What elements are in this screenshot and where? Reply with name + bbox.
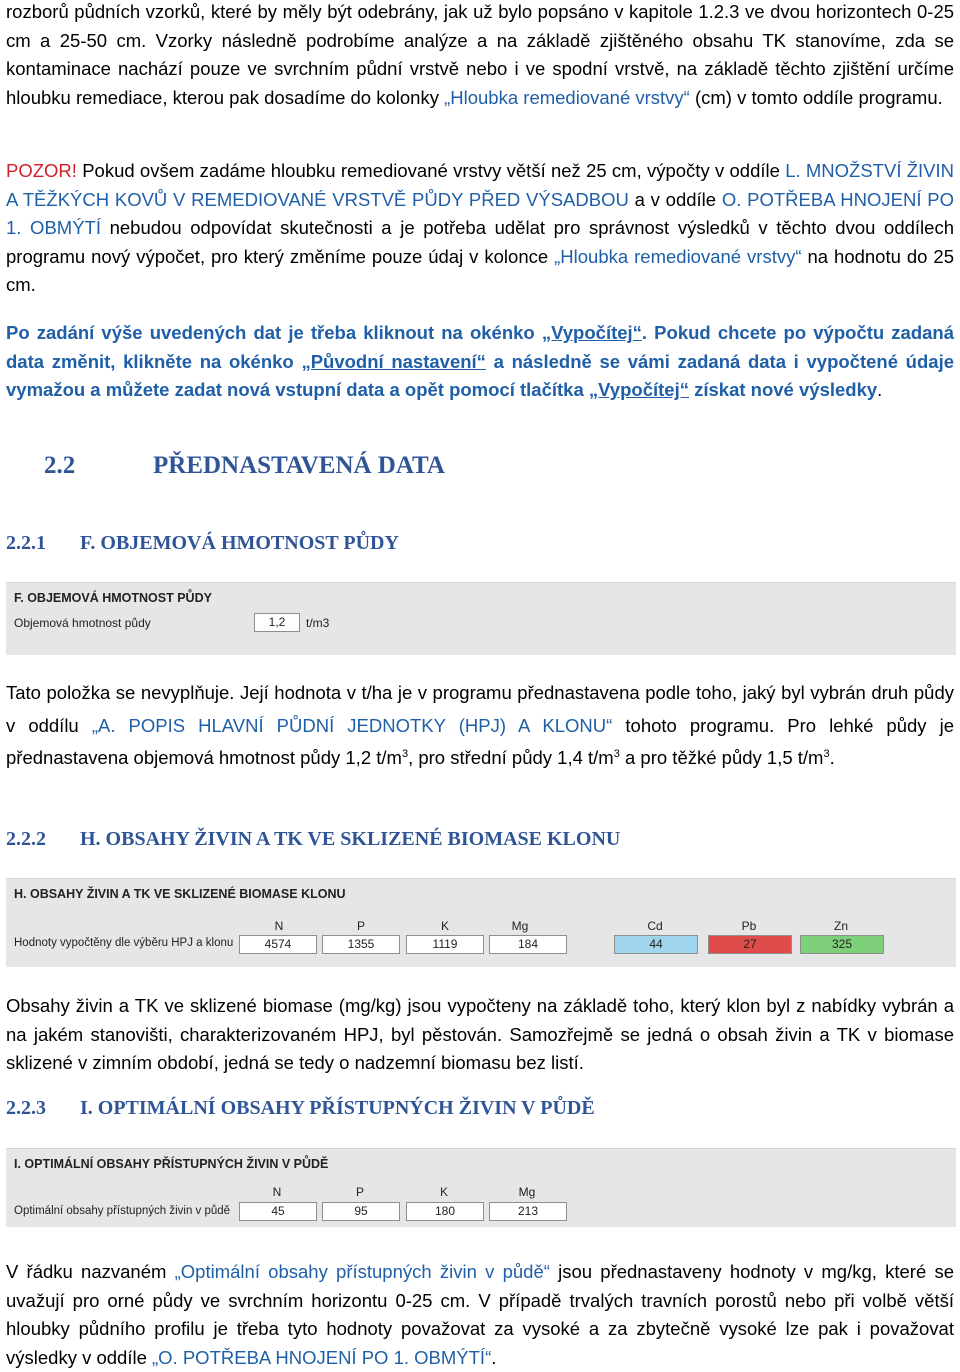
text: V řádku nazvaném	[6, 1261, 167, 1282]
column-header: Mg	[518, 1185, 536, 1199]
text: Po zadání výše uvedených dat je třeba kliknout na okénko	[6, 322, 535, 343]
warning-label: POZOR!	[6, 160, 77, 181]
biomass-paragraph	[6, 992, 954, 1078]
text: a v oddíle	[634, 188, 717, 210]
column-header: K	[440, 919, 449, 933]
value-zn: 325	[800, 935, 884, 954]
column-header: N	[274, 919, 284, 933]
section-number: 2.2	[44, 452, 76, 479]
field-label: Objemová hmotnost půdy	[14, 616, 151, 630]
section-reference: O. POTŘEBA HNOJENÍ PO 1. OBMÝTÍ	[6, 188, 954, 238]
subsection-number: 2.2.2	[6, 828, 46, 850]
text: .	[877, 379, 883, 400]
value-cd: 44	[614, 935, 698, 954]
panel-title: I. OPTIMÁLNÍ OBSAHY PŘÍSTUPNÝCH ŽIVIN V PŮDĚ	[14, 1157, 329, 1171]
intro-paragraph	[6, 0, 954, 112]
warning-paragraph	[6, 157, 954, 300]
panel-biomass-content	[6, 878, 956, 967]
column-header: Mg	[511, 919, 529, 933]
subsection-title: I. OPTIMÁLNÍ OBSAHY PŘÍSTUPNÝCH ŽIVIN V PŮDĚ	[80, 1097, 595, 1119]
text: tohoto programu. Pro lehké půdy je přednastavena objemová hmotnost půdy 1,2 t/m	[6, 714, 955, 768]
row-label: Hodnoty vypočtěny dle výběru HPJ a klonu	[14, 937, 234, 949]
value-n: 45	[239, 1202, 317, 1221]
row-label: Optimální obsahy přístupných živin v půdě	[14, 1205, 231, 1217]
value-p: 1355	[322, 935, 400, 954]
subsection-heading	[6, 1097, 595, 1120]
superscript: 3	[823, 747, 830, 760]
reset-button-reference: „Původní nastavení“	[301, 350, 486, 372]
unit-label: t/m3	[306, 616, 330, 630]
value-mg: 184	[489, 935, 567, 954]
panel-title: F. OBJEMOVÁ HMOTNOST PŮDY	[14, 591, 212, 605]
text: jsou přednastaveny hodnoty v mg/kg, které se uvažují pro orné půdy ve svrchním horizontu 0-25 cm. V případě trvalých travních porostů nebo při volbě větší hloubky půdního profilu je třeba tyto hodnoty považovat za vysoké a za zbytečně vysoké lze pak i považovat výsledky v oddíle	[6, 1261, 954, 1368]
text: .	[829, 747, 835, 768]
field-reference: „Optimální obsahy přístupných živin v půdě“	[174, 1261, 550, 1282]
field-reference: remediované vrstvy“	[523, 86, 690, 108]
text: .	[491, 1346, 497, 1368]
section-title: PŘEDNASTAVENÁ DATA	[153, 452, 445, 479]
value-pb: 27	[708, 935, 792, 954]
value-n: 4574	[239, 935, 317, 954]
section-heading	[44, 452, 445, 480]
text: na základě těchto zjištění určíme hloubku remediace, kterou pak dosadíme do kolonky	[6, 58, 954, 108]
panel-optimal-nutrients	[6, 1148, 956, 1227]
subsection-number: 2.2.3	[6, 1097, 46, 1119]
text: získat nové výsledky	[694, 379, 878, 400]
subsection-number: 2.2.1	[6, 532, 46, 554]
superscript: 3	[613, 747, 620, 760]
subsection-heading	[6, 532, 399, 555]
value-p: 95	[322, 1202, 400, 1221]
text: Pokud ovšem zadáme hloubku remediované vrstvy větší než 25 cm, výpočty v oddíle	[82, 160, 780, 181]
text: horizontech 0-25 cm a 25-50 cm. Vzorky následně podrobíme analýze a na základě zjištěného obsahu	[6, 1, 955, 51]
bulk-density-paragraph	[6, 677, 954, 775]
panel-bulk-density	[6, 582, 956, 655]
section-reference: „A. POPIS HLAVNÍ PŮDNÍ JEDNOTKY (HPJ) A KLONU“	[91, 714, 613, 736]
text: . Pokud chcete po výpočtu zadaná data změnit, klikněte na okénko	[6, 322, 955, 372]
column-header: P	[355, 1185, 364, 1199]
column-header: P	[356, 919, 365, 933]
text: a následně se vámi zadaná data i vypočtené údaje vymažou a můžete zadat nová vstupní data a opět pomocí tlačítka	[6, 350, 955, 400]
optimal-nutrients-paragraph	[6, 1258, 954, 1372]
bulk-density-value: 1,2	[254, 613, 300, 632]
field-reference: „Hloubka	[444, 86, 519, 108]
text: (cm) v tomto oddíle programu.	[694, 86, 943, 108]
subsection-title: F. OBJEMOVÁ HMOTNOST PŮDY	[80, 532, 399, 554]
value-k: 1119	[406, 935, 484, 954]
text: Tato položka se nevyplňuje. Její hodnota v t/ha je v programu přednastavena podle toho, jaký byl vybrán druh půdy v oddílu	[6, 682, 954, 736]
text: rozborů půdních vzorků, které by měly být odebrány, jak už bylo popsáno v kapitole 1.2.3 ve dvou	[6, 1, 811, 22]
text: Obsahy živin a TK ve sklizené biomase (mg/kg) jsou vypočteny na základě toho, který klon byl z nabídky vybrán a na jakém stanovišti, charakterizovaném HPJ, byl pěstován. Samozřejmě se jedná o obsah živin a TK v biomase sklizené v zimním období, jedná se tedy o nadzemní biomasu bez listí.	[6, 995, 954, 1073]
column-header: K	[439, 1185, 448, 1199]
panel-title: H. OBSAHY ŽIVIN A TK VE SKLIZENÉ BIOMASE KLONU	[14, 887, 346, 901]
text: na hodnotu do 25 cm.	[6, 245, 954, 295]
column-header: N	[272, 1185, 282, 1199]
text: , pro střední půdy 1,4 t/m	[408, 747, 614, 768]
superscript: 3	[401, 747, 409, 760]
section-reference: L. MNOŽSTVÍ ŽIVIN A TĚŽKÝCH KOVŮ V REMEDIOVANÉ VRSTVĚ PŮDY PŘED VÝSADBOU	[6, 160, 955, 210]
column-header: Zn	[833, 919, 848, 933]
column-header: Pb	[741, 919, 757, 933]
instruction-paragraph	[6, 319, 954, 405]
field-reference: „Hloubka remediované vrstvy“	[554, 245, 802, 267]
text: a pro těžké půdy 1,5 t/m	[625, 747, 824, 768]
value-mg: 213	[489, 1202, 567, 1221]
column-header: Cd	[647, 919, 663, 933]
value-k: 180	[406, 1202, 484, 1221]
calculate-button-reference: „Vypočítej“	[588, 379, 689, 400]
text: TK stanovíme, zda se kontaminace nachází pouze ve svrchním půdní vrstvě nebo i ve spodní vrstvě,	[6, 29, 954, 79]
subsection-title: H. OBSAHY ŽIVIN A TK VE SKLIZENÉ BIOMASE KLONU	[80, 828, 621, 850]
section-reference: „O. POTŘEBA HNOJENÍ PO 1. OBMÝTÍ“	[152, 1346, 492, 1368]
calculate-button-reference: „Vypočítej“	[541, 322, 642, 343]
subsection-heading	[6, 828, 620, 851]
text: nebudou odpovídat skutečnosti a je potřeba udělat pro správnost výsledků v těchto dvou oddílech programu nový výpočet, pro který změníme pouze údaj v kolonce	[6, 217, 954, 267]
